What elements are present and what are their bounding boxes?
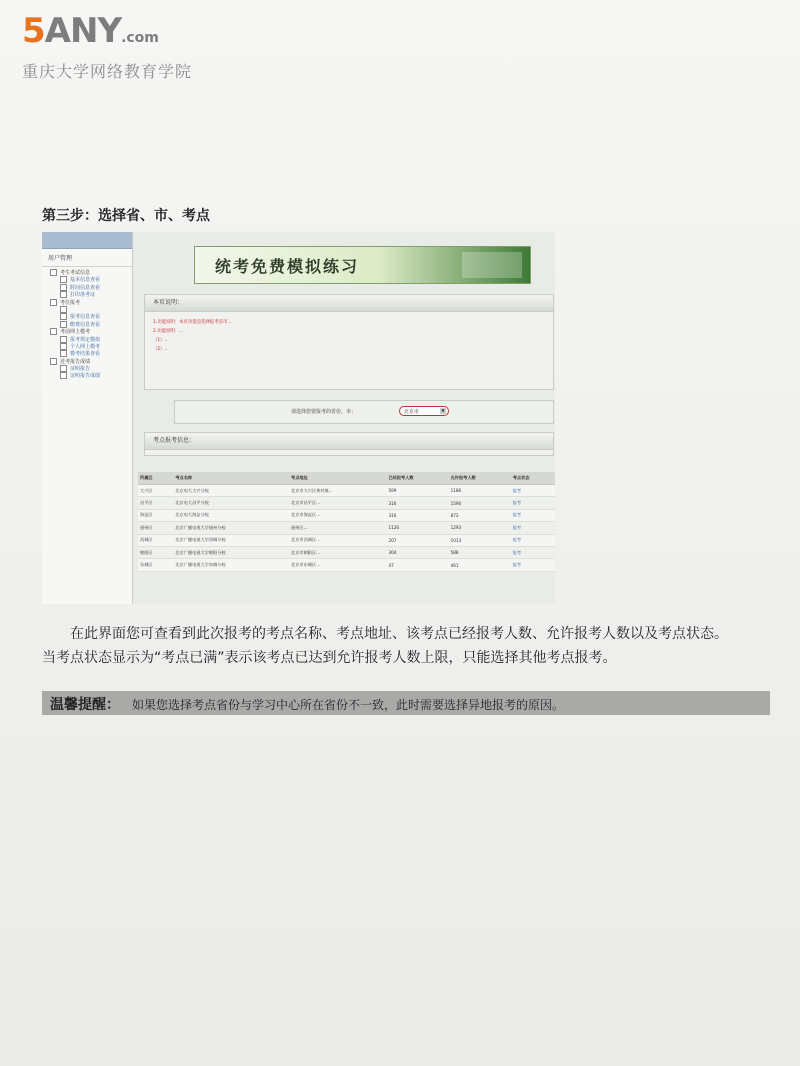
- exam-site-table: [138, 472, 555, 572]
- table-cell: 872: [449, 509, 511, 521]
- tip-label: 温馨提醒：: [50, 697, 120, 713]
- table-cell: 1293: [449, 522, 511, 534]
- banner-title: 统考免费模拟练习: [215, 257, 360, 276]
- logo-com: .com: [121, 30, 159, 46]
- logo-any: ANY: [44, 11, 122, 51]
- table-cell: 北京电大海淀分校: [173, 509, 289, 521]
- sidebar-item-label: 证明报告成绩: [70, 373, 101, 380]
- sidebar-item-label: 考位报考: [60, 299, 81, 306]
- table-cell: 461: [449, 559, 511, 571]
- table-cell: 朝阳区: [138, 546, 173, 558]
- site-status-link[interactable]: 报考: [511, 522, 555, 534]
- table-cell: 北京电大大兴分校: [173, 485, 289, 497]
- paragraph-line-2: 当考点状态显示为“考点已满”表示该考点已达到允许报考人数上限，只能选择其他考点报考。: [42, 650, 617, 666]
- sidebar-item-label: 报考规定模拟: [70, 336, 101, 343]
- table-cell: 599: [386, 485, 448, 497]
- table-cell: 北京市昌平区...: [289, 497, 386, 509]
- table-cell: 通州区: [138, 522, 173, 534]
- page-icon: [60, 336, 67, 343]
- table-header-row: [138, 472, 555, 485]
- sidebar-item-label: 模考结果查看: [70, 351, 101, 358]
- folder-icon: [50, 328, 57, 335]
- table-cell: 1186: [449, 485, 511, 497]
- banner: [194, 246, 531, 284]
- sidebar-topbar: [42, 232, 132, 249]
- sidebar-item[interactable]: [50, 343, 132, 350]
- sidebar-item[interactable]: [50, 350, 132, 357]
- table-cell: 大兴区: [138, 485, 173, 497]
- province-select-row: [174, 400, 554, 424]
- page-icon: [60, 321, 67, 328]
- table-cell: 北京市海淀区...: [289, 509, 386, 521]
- tip-text: 如果您选择考点省份与学习中心所在省份不一致，此时需要选择异地报考的原因。: [132, 698, 565, 712]
- logo-five: 5: [22, 11, 45, 51]
- table-row: [138, 497, 555, 509]
- table-cell: 北京广播电视大学通州分校: [173, 522, 289, 534]
- table-cell: 1126: [386, 522, 448, 534]
- sidebar-item[interactable]: [50, 276, 132, 283]
- sidebar-item[interactable]: [50, 328, 132, 335]
- tip-bar: [42, 691, 770, 715]
- sidebar-header: 用户管理: [42, 249, 132, 267]
- table-cell: 北京广播电视大学西城分校: [173, 534, 289, 546]
- table-cell: 北京市东城区...: [289, 559, 386, 571]
- province-select[interactable]: [399, 406, 449, 416]
- table-cell: 316: [386, 497, 448, 509]
- folder-icon: [50, 269, 57, 276]
- sidebar-item-label: 时间信息查看: [70, 284, 101, 291]
- province-select-label: 请选择您要报考的省份、市：: [291, 409, 357, 415]
- note-line: 2.功能说明：...: [153, 329, 184, 334]
- table-body: [138, 485, 555, 572]
- page-icon: [60, 291, 67, 298]
- chevron-down-icon[interactable]: ▼: [441, 408, 445, 413]
- logo-subtitle: 重庆大学网络教育学院: [22, 62, 193, 81]
- table-row: [138, 546, 555, 558]
- table-row: [138, 559, 555, 571]
- table-row: [138, 522, 555, 534]
- site-status-link[interactable]: 报考: [511, 534, 555, 546]
- page-icon: [60, 343, 67, 350]
- paragraph-line-1: 在此界面您可查看到此次报考的考点名称、考点地址、该考点已经报考人数、允许报考人数以及考点状态。: [70, 626, 728, 642]
- table-cell: 588: [449, 546, 511, 558]
- sidebar-item[interactable]: [50, 313, 132, 320]
- explanation-paragraph: [42, 622, 782, 670]
- table-cell: 北京市朝阳区...: [289, 546, 386, 558]
- sidebar-item[interactable]: [50, 306, 132, 313]
- table-cell: 北京市西城区...: [289, 534, 386, 546]
- table-header-cell: 考点状态: [511, 472, 555, 485]
- sidebar-item-label: 缴费信息查看: [70, 321, 101, 328]
- sidebar-item-label: 个人网上模考: [70, 343, 101, 350]
- page-icon: [60, 284, 67, 291]
- table-row: [138, 485, 555, 497]
- table-cell: 北京广播电视大学朝阳分校: [173, 546, 289, 558]
- table-header-cell: 考点名称: [173, 472, 289, 485]
- sidebar-item[interactable]: [50, 336, 132, 343]
- sidebar-item[interactable]: [50, 321, 132, 328]
- sidebar-item-label: 近考报告成绩: [60, 358, 91, 365]
- sidebar-item[interactable]: [50, 291, 132, 298]
- site-status-link[interactable]: 报考: [511, 485, 555, 497]
- folder-icon: [50, 358, 57, 365]
- sidebar-item[interactable]: [50, 358, 132, 365]
- logo: [22, 11, 193, 82]
- table-cell: 1013: [449, 534, 511, 546]
- table-cell: 北京电大昌平分校: [173, 497, 289, 509]
- list-header: 考点报考信息：: [145, 433, 553, 450]
- table-cell: 东城区: [138, 559, 173, 571]
- logo-mark: [22, 11, 192, 55]
- sidebar-item[interactable]: [50, 372, 132, 379]
- table-row: [138, 509, 555, 521]
- site-status-link[interactable]: 报考: [511, 559, 555, 571]
- sidebar-item-label: 考前网上模考: [60, 329, 91, 336]
- table-cell: 1590: [449, 497, 511, 509]
- page-icon: [60, 372, 67, 379]
- main-area: [138, 232, 555, 604]
- step-title: 第三步：选择省、市、考点: [42, 208, 210, 224]
- sidebar-item-label: 基本信息查看: [70, 277, 101, 284]
- embedded-screenshot: [42, 232, 555, 604]
- sidebar-tree: [42, 267, 132, 380]
- table-header-cell: 允许报考人数: [449, 472, 511, 485]
- note-line: 1.功能说明：本页功能是选择报考省市...: [153, 320, 232, 325]
- sidebar-item[interactable]: [50, 299, 132, 306]
- province-select-value: 北京市: [404, 409, 420, 415]
- note-line: （2）...: [153, 347, 169, 352]
- table-header-cell: 考点地址: [289, 472, 386, 485]
- table-cell: 316: [386, 509, 448, 521]
- table-cell: 通州区...: [289, 522, 386, 534]
- page-icon: [60, 276, 67, 283]
- site-status-link[interactable]: 报考: [511, 497, 555, 509]
- table-cell: 207: [386, 534, 448, 546]
- notice-panel: [144, 294, 554, 390]
- site-status-link[interactable]: 报考: [511, 546, 555, 558]
- notice-notes: [145, 312, 553, 360]
- table-cell: 昌平区: [138, 497, 173, 509]
- site-status-link[interactable]: 报考: [511, 509, 555, 521]
- page-icon: [60, 306, 67, 313]
- table-cell: 北京广播电视大学东城分校: [173, 559, 289, 571]
- sidebar: [42, 232, 133, 604]
- table-cell: 北京市大兴区黄村镇...: [289, 485, 386, 497]
- notice-header: 本页说明：: [145, 295, 553, 312]
- page-icon: [60, 365, 67, 372]
- table-header-cell: 所属区: [138, 472, 173, 485]
- note-line: （1）...: [153, 338, 169, 343]
- sidebar-item[interactable]: [50, 365, 132, 372]
- page-icon: [60, 313, 67, 320]
- banner-decoration: [462, 252, 522, 278]
- list-panel: [144, 432, 554, 456]
- table-cell: 304: [386, 546, 448, 558]
- sidebar-item[interactable]: [50, 269, 132, 276]
- sidebar-item-label: 打印准考证: [70, 292, 96, 299]
- page-icon: [60, 350, 67, 357]
- table-cell: 47: [386, 559, 448, 571]
- table-cell: 海淀区: [138, 509, 173, 521]
- table-header-cell: 已经报考人数: [386, 472, 448, 485]
- sidebar-item-label: 报考信息查看: [70, 314, 101, 321]
- sidebar-item[interactable]: [50, 284, 132, 291]
- table-row: [138, 534, 555, 546]
- sidebar-item-label: 考生考试信息: [60, 270, 91, 276]
- sidebar-item-label: 证明报告: [70, 366, 91, 373]
- table-cell: 西城区: [138, 534, 173, 546]
- folder-icon: [50, 299, 57, 306]
